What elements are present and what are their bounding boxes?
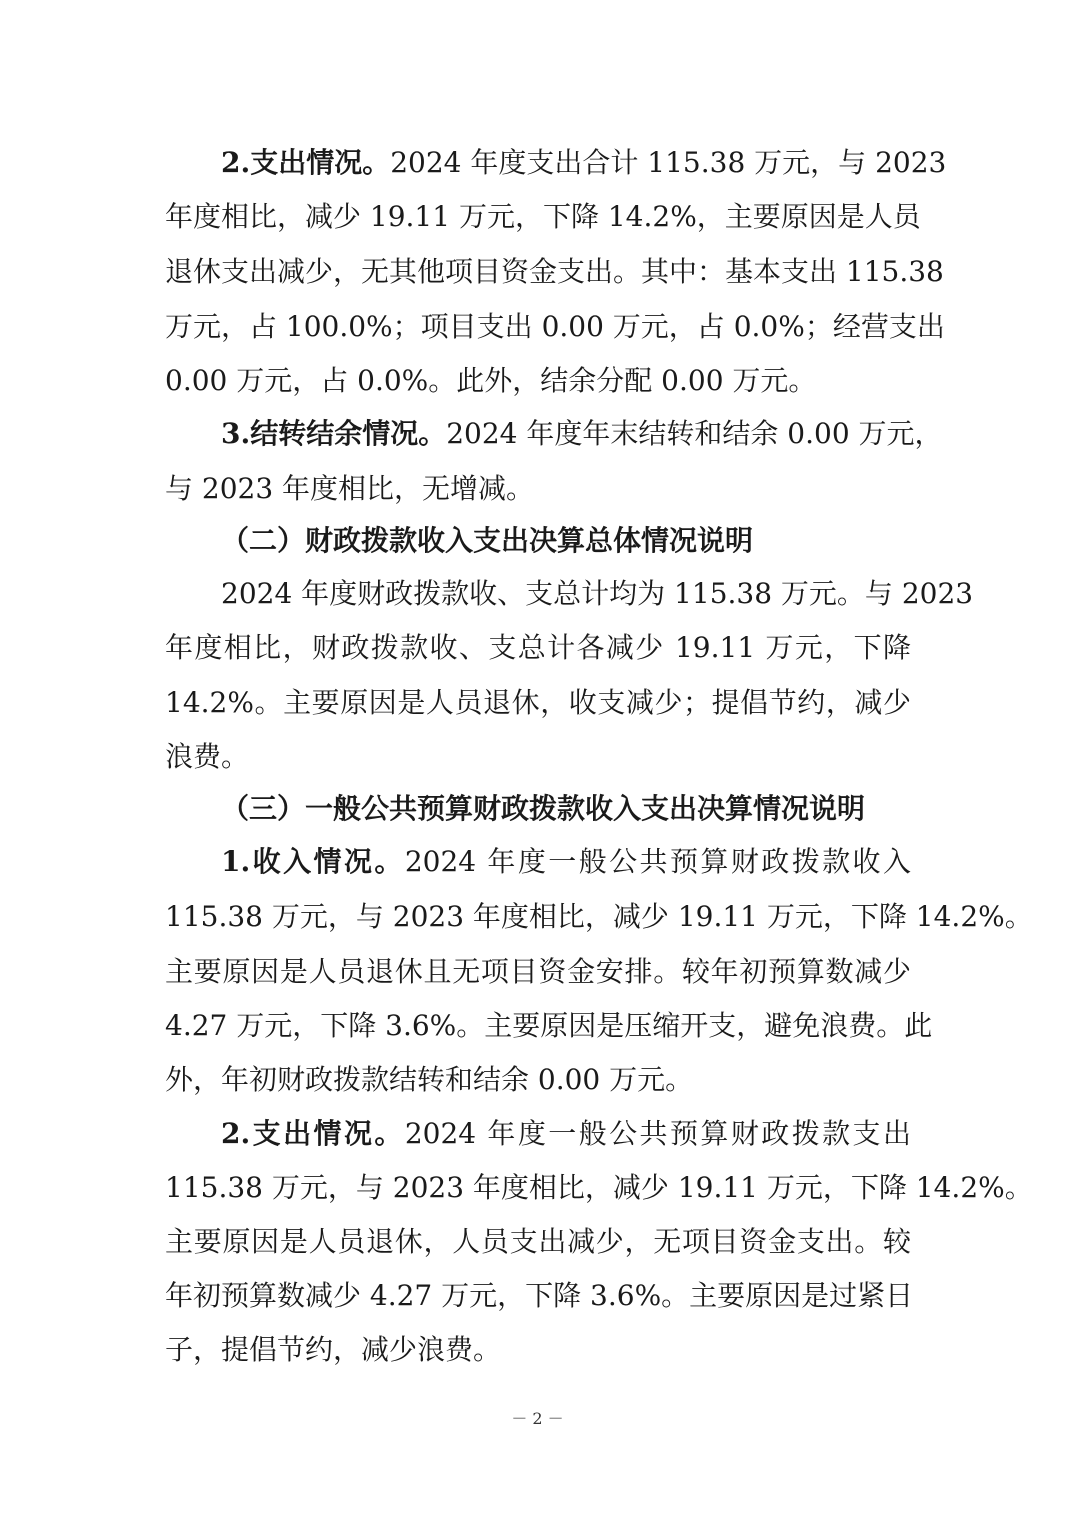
paragraph-line: 主要原因是人员退休，人员支出减少，无项目资金支出。较	[165, 1225, 911, 1258]
paragraph-label: 3.结转结余情况。	[221, 417, 447, 450]
paragraph-line	[221, 135, 947, 191]
paragraph-line: 子，提倡节约，减少浪费。	[165, 1333, 502, 1366]
paragraph-label: 2.支出情况。	[221, 146, 391, 179]
page-number: － 2 －	[511, 1409, 564, 1428]
paragraph-line: 外，年初财政拨款结转和结余 0.00 万元。	[165, 1063, 694, 1096]
paragraph-label: 1.收入情况。	[221, 845, 405, 878]
paragraph-text: 2024 年度年末结转和结余 0.00 万元，	[446, 417, 943, 450]
paragraph-text: 2024 年度一般公共预算财政拨款支出	[404, 1117, 911, 1150]
section-heading: （二）财政拨款收入支出决算总体情况说明	[221, 524, 754, 557]
paragraph-line	[221, 1106, 911, 1162]
paragraph-line: 主要原因是人员退休且无项目资金安排。较年初预算数减少	[165, 955, 911, 988]
paragraph-text: 2024 年度支出合计 115.38 万元，与 2023	[390, 146, 947, 179]
paragraph-line: 14.2%。主要原因是人员退休，收支减少；提倡节约，减少	[165, 686, 911, 719]
paragraph-line: 115.38 万元，与 2023 年度相比，减少 19.11 万元，下降 14.2%。	[165, 900, 1033, 933]
paragraph-line	[221, 406, 943, 462]
paragraph-line: 浪费。	[165, 740, 250, 773]
section-heading: （三）一般公共预算财政拨款收入支出决算情况说明	[221, 792, 866, 825]
paragraph-line	[221, 834, 911, 890]
paragraph-line: 年度相比，财政拨款收、支总计各减少 19.11 万元，下降	[165, 631, 911, 664]
paragraph-line: 0.00 万元，占 0.0%。此外，结余分配 0.00 万元。	[165, 364, 817, 397]
paragraph-line: 4.27 万元，下降 3.6%。主要原因是压缩开支，避免浪费。此	[165, 1009, 933, 1042]
paragraph-line: 115.38 万元，与 2023 年度相比，减少 19.11 万元，下降 14.2%。	[165, 1171, 1033, 1204]
paragraph-line: 2024 年度财政拨款收、支总计均为 115.38 万元。与 2023	[221, 577, 974, 610]
paragraph-line: 万元，占 100.0%；项目支出 0.00 万元，占 0.0%；经营支出	[165, 310, 945, 343]
paragraph-text: 2024 年度一般公共预算财政拨款收入	[404, 845, 911, 878]
paragraph-line: 年初预算数减少 4.27 万元，下降 3.6%。主要原因是过紧日	[165, 1279, 914, 1312]
paragraph-line: 退休支出减少，无其他项目资金支出。其中：基本支出 115.38	[165, 255, 944, 288]
paragraph-line: 年度相比，减少 19.11 万元，下降 14.2%，主要原因是人员	[165, 200, 921, 233]
paragraph-label: 2.支出情况。	[221, 1117, 405, 1150]
paragraph-line: 与 2023 年度相比，无增减。	[165, 472, 535, 505]
